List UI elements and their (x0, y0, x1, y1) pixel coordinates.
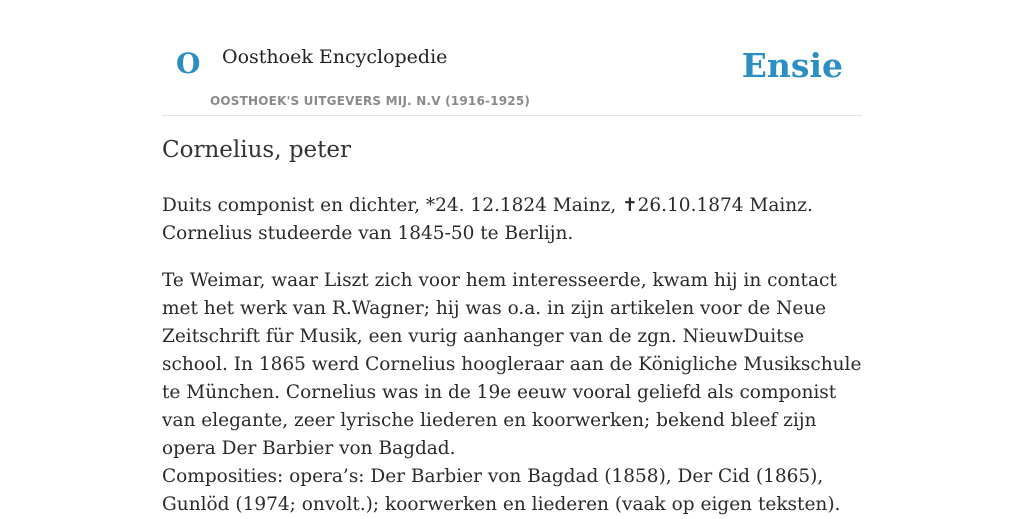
entry-paragraph: Duits componist en dichter, *24. 12.1824 Mainz, ✝26.10.1874 Mainz. Cornelius studeerde van 1845-50 te Berlijn. (162, 195, 813, 244)
site-header (162, 0, 862, 116)
site-title[interactable]: Oosthoek Encyclopedie (222, 46, 448, 68)
entry-title: Cornelius, peter (162, 137, 351, 163)
page (162, 0, 862, 515)
site-subtitle: OOSTHOEK'S UITGEVERS MIJ. N.V (1916-1925) (210, 94, 531, 108)
site-logo-letter[interactable]: O (176, 47, 201, 80)
brand-logo-ensie[interactable]: Ensie (741, 46, 843, 85)
entry-paragraph: Composities: opera’s: Der Barbier von Bagdad (1858), Der Cid (1865), Gunlöd (1974; onvolt.); koorwerken en liederen (vaak op eigen teksten). (162, 466, 841, 515)
entry-paragraph: Te Weimar, waar Liszt zich voor hem interesseerde, kwam hij in contact met het werk van R.Wagner; hij was o.a. in zijn artikelen voor de Neue Zeitschrift für Musik, een vurig aanhanger van de zgn. NieuwDuitse school. In 1865 werd Cornelius hoogleraar aan de Königliche Musikschule te München. Cornelius was in de 19e eeuw vooral geliefd als componist van elegante, zeer lyrische liederen en koorwerken; bekend bleef zijn opera Der Barbier von Bagdad. (162, 270, 862, 459)
